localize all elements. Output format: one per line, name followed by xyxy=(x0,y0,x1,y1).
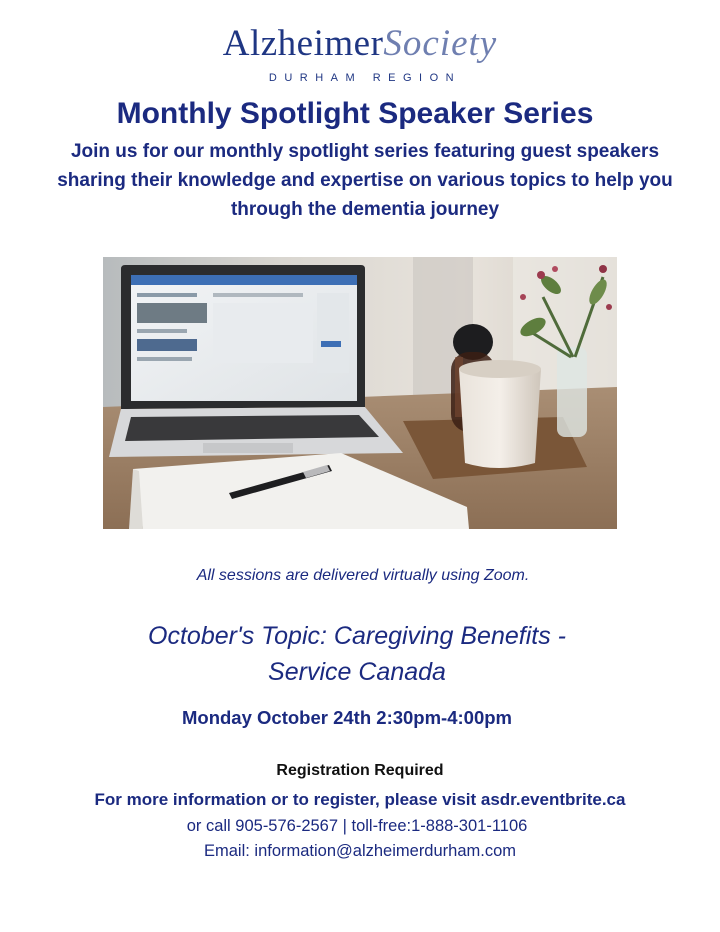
event-date-time: Monday October 24th 2:30pm-4:00pm xyxy=(182,707,512,728)
intro-text: Join us for our monthly spotlight series featuring guest speakers sharing their knowledge and expertise on various topics to help you through the dementia journey xyxy=(57,141,673,220)
logo-wordmark xyxy=(0,24,720,64)
topic-line-1: October's Topic: Caregiving Benefits - xyxy=(148,622,566,650)
coffee-mug-icon xyxy=(459,363,541,468)
more-info-text: For more information or to register, please visit asdr.eventbrite.ca xyxy=(94,790,626,809)
logo-name-alzheimer: Alzheimer xyxy=(222,23,384,64)
phone-numbers: or call 905-576-2567 | toll-free:1-888-301-1106 xyxy=(186,817,528,835)
laptop-desk-photo xyxy=(103,257,617,529)
contact-email: Email: information@alzheimerdurham.com xyxy=(203,842,517,860)
topic-heading xyxy=(100,618,614,690)
logo-name-society: Society xyxy=(383,23,498,64)
topic-line-2: Service Canada xyxy=(268,658,446,686)
registration-required: Registration Required xyxy=(276,762,444,779)
page-title: Monthly Spotlight Speaker Series xyxy=(116,97,594,130)
virtual-note: All sessions are delivered virtually using Zoom. xyxy=(196,567,530,584)
logo-region: DURHAM REGION xyxy=(268,72,462,84)
logo xyxy=(0,24,720,84)
